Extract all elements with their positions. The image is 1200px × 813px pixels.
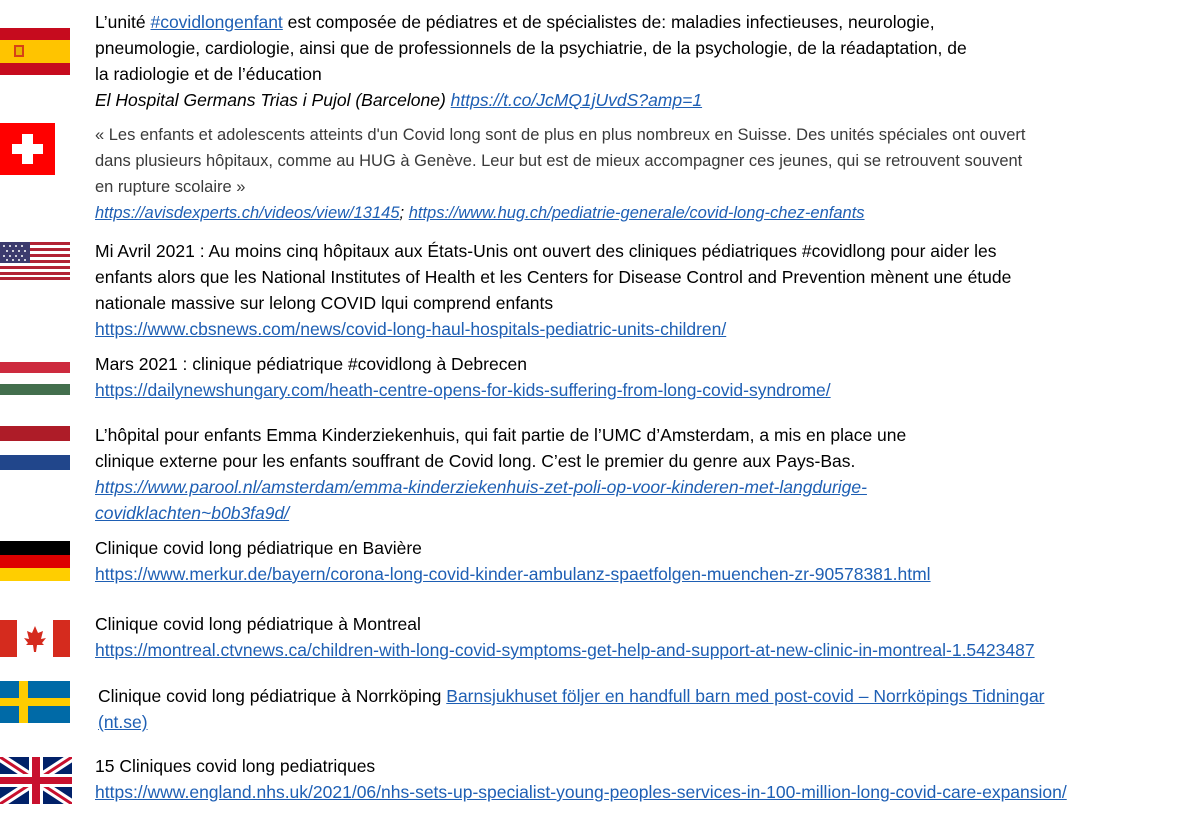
usa-link-line — [95, 316, 1011, 342]
dailynewshungary-link[interactable]: https://dailynewshungary.com/heath-centre-opens-for-kids-suffering-from-long-covid-syndrome/ — [95, 380, 831, 400]
switzerland-flag-icon — [0, 123, 70, 175]
switzerland-quote-line-1: « Les enfants et adolescents atteints d'un Covid long sont de plus en plus nombreux en Suisse. Des unités spéciales ont ouvert — [95, 126, 1026, 144]
entry-sweden — [98, 683, 1045, 735]
covidlongenfant-hashtag-link[interactable]: #covidlongenfant — [150, 12, 283, 32]
parool-link[interactable]: https://www.parool.nl/amsterdam/emma-kinderziekenhuis-zet-poli-op-voor-kinderen-met-langdurige- — [95, 477, 867, 497]
entry-spain — [95, 9, 967, 113]
canada-link-line — [95, 637, 1035, 663]
spain-hospital-line: El Hospital Germans Trias i Pujol (Barcelone) https://t.co/JcMQ1jUvdS?amp=1 — [95, 90, 703, 110]
cbsnews-link[interactable]: https://www.cbsnews.com/news/covid-long-haul-hospitals-pediatric-units-children/ — [95, 319, 727, 339]
uk-line-1: 15 Cliniques covid long pediatriques — [95, 756, 376, 776]
uk-flag-icon — [0, 757, 70, 804]
spain-flag-icon — [0, 28, 70, 75]
canada-flag-icon — [0, 620, 70, 657]
hungary-flag-icon — [0, 362, 70, 395]
hug-link[interactable]: https://www.hug.ch/pediatrie-generale/covid-long-chez-enfants — [408, 204, 865, 222]
avisdexperts-link[interactable]: https://avisdexperts.ch/videos/view/13145 — [95, 204, 400, 222]
entry-usa — [95, 238, 1011, 342]
entry-germany — [95, 535, 931, 587]
norrkopings-tidningar-link[interactable]: Barnsjukhuset följer en handfull barn med post-covid – Norrköpings Tidningar — [446, 686, 1045, 706]
spain-line-1: L’unité #covidlongenfant est composée de pédiatres et de spécialistes de: maladies infectieuses, neurologie, — [95, 12, 935, 32]
usa-line-1: Mi Avril 2021 : Au moins cinq hôpitaux aux États-Unis ont ouvert des cliniques pédiatriques #covidlong pour aider les — [95, 241, 997, 261]
merkur-link[interactable]: https://www.merkur.de/bayern/corona-long-covid-kinder-ambulanz-spaetfolgen-muenchen-zr-90578381.html — [95, 564, 931, 584]
sweden-line-1: Clinique covid long pédiatrique à Norrköping Barnsjukhuset följer en handfull barn med post-covid – Norrköpings Tidningar — [98, 686, 1045, 706]
netherlands-line-1: L’hôpital pour enfants Emma Kinderziekenhuis, qui fait partie de l’UMC d’Amsterdam, a mis en place une — [95, 425, 907, 445]
netherlands-link-line-2 — [95, 500, 906, 526]
entry-hungary — [95, 351, 831, 403]
hungary-link-line — [95, 377, 831, 403]
germany-line-1: Clinique covid long pédiatrique en Bavière — [95, 538, 422, 558]
spain-tco-link[interactable]: https://t.co/JcMQ1jUvdS?amp=1 — [450, 90, 703, 110]
canada-line-1: Clinique covid long pédiatrique à Montreal — [95, 614, 421, 634]
germany-link-line — [95, 561, 931, 587]
entry-netherlands — [95, 422, 906, 526]
nhs-england-link[interactable]: https://www.england.nhs.uk/2021/06/nhs-sets-up-specialist-young-peoples-services-in-100-million-long-covid-care-expansion/ — [95, 782, 1067, 802]
usa-line-3: nationale massive sur lelong COVID lqui comprend enfants — [95, 293, 554, 313]
sweden-flag-icon — [0, 681, 70, 723]
netherlands-link-line-1 — [95, 474, 906, 500]
germany-flag-icon — [0, 541, 70, 581]
usa-line-2: enfants alors que les National Institutes of Health et les Centers for Disease Control and Prevention mènent une étude — [95, 267, 1012, 287]
usa-flag-icon — [0, 242, 70, 280]
entry-canada — [95, 611, 1035, 663]
hungary-line-1: Mars 2021 : clinique pédiatrique #covidlong à Debrecen — [95, 354, 527, 374]
norrkopings-tidningar-link-continued[interactable]: (nt.se) — [98, 712, 148, 732]
switzerland-quote-line-3: en rupture scolaire » — [95, 178, 246, 196]
uk-link-line — [95, 779, 1067, 805]
ctvnews-link[interactable]: https://montreal.ctvnews.ca/children-with-long-covid-symptoms-get-help-and-support-at-new-clinic-in-montreal-1.5423487 — [95, 640, 1035, 660]
entry-uk — [95, 753, 1067, 805]
spain-line-3: la radiologie et de l’éducation — [95, 64, 322, 84]
spain-line-2: pneumologie, cardiologie, ainsi que de professionnels de la psychiatrie, de la psychologie, de la réadaptation, de — [95, 38, 967, 58]
entry-switzerland — [95, 122, 1025, 226]
netherlands-line-2: clinique externe pour les enfants souffrant de Covid long. C’est le premier du genre aux Pays-Bas. — [95, 451, 856, 471]
netherlands-flag-icon — [0, 426, 70, 470]
switzerland-quote-line-2: dans plusieurs hôpitaux, comme au HUG à Genève. Leur but est de mieux accompagner ces jeunes, qui se retrouvent souvent — [95, 152, 1023, 170]
sweden-link-line-2 — [98, 709, 1045, 735]
parool-link-continued[interactable]: covidklachten~b0b3fa9d/ — [95, 503, 290, 523]
switzerland-links-line: https://avisdexperts.ch/videos/view/13145; https://www.hug.ch/pediatrie-generale/covid-long-chez-enfants — [95, 204, 865, 222]
